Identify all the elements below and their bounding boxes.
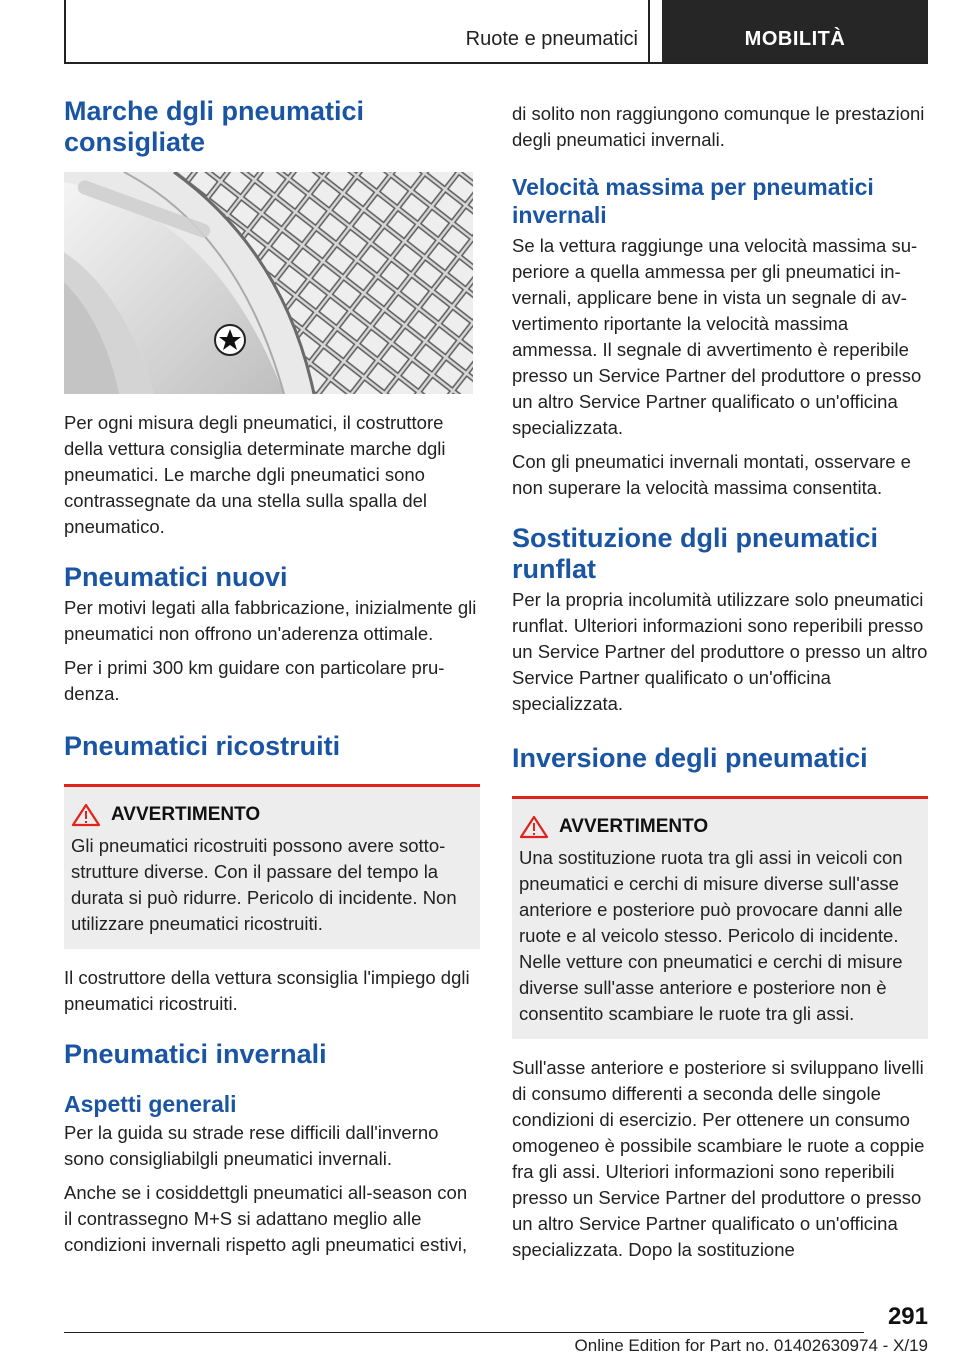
header-section-title: Ruote e pneumatici (465, 28, 638, 50)
footer-rule (64, 1332, 864, 1333)
text-new-tyres-1: Per motivi legati alla fabbricazione, inizialmente gli pneumatici non offrono un'aderenza ottimale. (64, 597, 477, 644)
warning-title: AVVERTIMENTO (559, 816, 709, 837)
text-max-speed-2: Con gli pneumatici invernali montati, osservare e non superare la velocità massima consentita. (512, 451, 911, 498)
heading-runflat: Sostituzione dgli pneumatici runflat (512, 523, 879, 584)
heading-tyre-rotation: Inversione degli pneumatici (512, 743, 868, 773)
text-general-1: Per la guida su strade rese difficili dall'inverno sono consigliabilgli pneumatici invernali. (64, 1122, 439, 1169)
text-new-tyres-2: Per i primi 300 km guidare con particolare prudenza. (64, 657, 445, 704)
warning-text-retreaded: Gli pneumatici ricostruiti possono avere sottostrutture diverse. Con il passare del tempo la durata si può ridurre. Pericolo di incidente. Non utilizzare pneumatici ricostruiti. (71, 835, 457, 934)
right-column (512, 96, 928, 1263)
header-rule (64, 62, 928, 64)
subheading-max-speed: Velocità massima per pneumatici invernali (512, 174, 874, 228)
page-number: 291 (887, 1303, 928, 1330)
heading-retreaded-tyres: Pneumatici ricostruiti (64, 731, 341, 761)
tyre-with-star-marking-icon (64, 172, 473, 394)
text-recommended-brands: Per ogni misura degli pneumatici, il costruttore della vettura consiglia determinate marche dgli pneumatici. Le marche dgli pneumatici sono contrassegnate da una stella sulla spalla del pneumatico. (64, 412, 446, 537)
text-runflat: Per la propria incolumità utilizzare solo pneumatici runflat. Ulteriori informazioni sono reperibili presso un Service Partner del produttore o presso un altro Service Partner qualificato o un'officina specializzata. (512, 589, 928, 714)
header-chapter-tab: MOBILITÀ (662, 0, 928, 64)
heading-recommended-brands: Marche dgli pneumatici consigliate (64, 96, 365, 157)
subheading-general-aspects: Aspetti generali (64, 1091, 237, 1117)
heading-new-tyres: Pneumatici nuovi (64, 562, 288, 592)
footer-edition: Online Edition for Part no. 01402630974 - X/19 (574, 1336, 928, 1355)
warning-title: AVVERTIMENTO (111, 804, 261, 825)
warning-text-rotation: Una sostituzione ruota tra gli assi in veicoli con pneumatici e cerchi di misure diverse sull'asse anteriore e posteriore può provocare danni alle ruote e al veicolo stesso. Pericolo di incidente. Nelle vetture con pneumatici e cerchi di misure diverse sull'asse anteriore e posteriore non è consentito scambiare le ruote tra gli assi. (519, 847, 903, 1024)
warning-box-rotation (512, 796, 928, 1039)
tyre-star-image (64, 172, 473, 394)
left-column (64, 96, 480, 1258)
text-continued: di solito non raggiungono comunque le prestazioni degli pneumatici invernali. (512, 103, 925, 150)
header-divider-middle (648, 0, 650, 64)
heading-winter-tyres: Pneumatici invernali (64, 1039, 327, 1069)
warning-triangle-icon (519, 815, 549, 839)
text-retreaded: Il costruttore della vettura sconsiglia l'impiego dgli pneumatici ricostruiti. (64, 967, 470, 1014)
text-rotation: Sull'asse anteriore e posteriore si sviluppano livelli di consumo differenti a seconda delle singole condizioni di esercizio. Per ottenere un consumo omogeneo è possibile scambiare le ruote a coppie fra gli assi. Ulteriori informazioni sono reperibili presso un Service Partner del produttore o presso un altro Service Partner qualificato o un'officina specializzata. Dopo la sostituzione (512, 1057, 925, 1260)
warning-triangle-icon (71, 803, 101, 827)
text-general-2: Anche se i cosiddettgli pneumatici all-season con il contrassegno M+S si adattano meglio alle condizioni invernali rispetto agli pneumatici estivi, (64, 1182, 468, 1255)
warning-box-retreaded (64, 784, 480, 949)
text-max-speed-1: Se la vettura raggiunge una velocità massima superiore a quella ammessa per gli pneumatici invernali, applicare bene in vista un segnale di avvertimento riportante la velocità massima ammessa. Il segnale di avvertimento è reperibile presso un Service Partner del produttore o presso un altro Service Partner qualificato o un'officina specializzata. (512, 235, 922, 438)
